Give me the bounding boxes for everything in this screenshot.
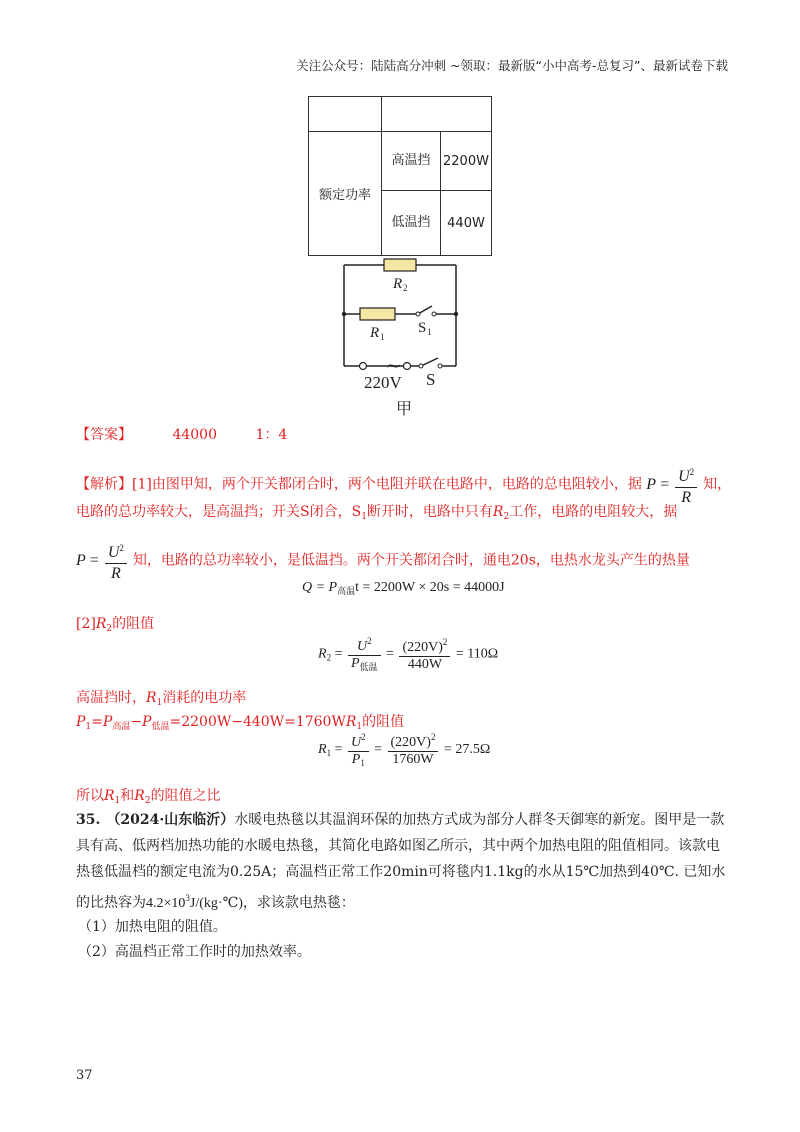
r2-result: = 110Ω [455, 646, 499, 662]
table-low-value: 440W [441, 191, 492, 256]
r1-num1: U [350, 735, 362, 750]
p1-a: P [76, 714, 86, 730]
table-blank-cell [309, 97, 382, 132]
formula-fraction [105, 538, 127, 584]
r1-result: = 27.5Ω [443, 742, 491, 758]
answer-label: 【答案】 [76, 427, 132, 443]
ratio-r1-sub: 1 [114, 796, 121, 806]
analysis-text-1-end: 知， [703, 476, 732, 493]
analysis-text-2b: 断开时，电路中只有 [366, 504, 493, 520]
table-high-value: 2200W [441, 132, 492, 191]
r2-formula: $R_2$ = $\frac{U^2}{P_{低温}}$ = $\frac{(220V)^2}{440W}$ = 110Ω [318, 636, 499, 672]
heat-formula-rhs: t = 2200W × 20s = 44000J [355, 580, 505, 595]
r1-lhs: R [318, 742, 327, 758]
analysis-r2-sub: 2 [503, 512, 510, 522]
power-formula-1: P = $\frac{U^2}{R}$ [646, 476, 703, 493]
circuit-diagram [330, 248, 470, 420]
table-row-label: 额定功率 [309, 132, 382, 256]
r2-num1-exp: 2 [367, 636, 372, 646]
r2-num1: U [356, 639, 368, 654]
label-s1-sub: 1 [427, 327, 432, 337]
question-line-1 [76, 810, 724, 830]
figure-caption: 甲 [396, 399, 413, 418]
label-s1: S [418, 320, 427, 336]
step2-text: 的阻值 [112, 616, 155, 632]
question-number: 35. [76, 812, 101, 828]
specific-heat-value: 4.2×10 [146, 896, 186, 911]
heat-formula-lhs: Q = P [302, 580, 338, 595]
heat-formula [302, 580, 505, 597]
high-r: R [146, 690, 157, 706]
answer-value-1: 44000 [172, 427, 217, 443]
formula-r: R [681, 489, 692, 506]
table-blank-cell [382, 97, 492, 132]
formula-exp: 2 [119, 543, 124, 553]
analysis-sub-s1: 1 [361, 512, 367, 522]
p1-c: −P [130, 714, 152, 730]
ratio-r2: R [134, 788, 145, 804]
r1-den1-sub: 1 [360, 758, 365, 768]
step2-marker: [2] [76, 616, 96, 632]
r2-fraction-2 [399, 637, 450, 673]
ratio-b: 和 [120, 788, 135, 804]
step2-r: R [95, 616, 107, 632]
label-r2-sub: 2 [403, 283, 408, 293]
label-voltage: 220V [364, 373, 402, 392]
ratio-c: 的阻值之比 [150, 788, 221, 804]
analysis-line-3 [76, 538, 690, 584]
analysis-text-2a: 电路的总功率较大，是高温挡；开关S闭合，S [76, 504, 362, 520]
label-r1-sub: 1 [380, 332, 385, 342]
table-high-label [382, 132, 441, 191]
analysis-line-2 [76, 502, 677, 527]
step2-line [76, 614, 154, 639]
ratio-a: 所以 [76, 788, 104, 804]
p1-sub2: 高温 [112, 722, 131, 732]
question-text-4b: ，求该款电热毯： [242, 895, 355, 911]
r1-den1: P [351, 752, 361, 767]
r2-num2-exp: 2 [442, 636, 448, 647]
r1-fraction-1 [348, 732, 369, 768]
r2-num2: (220V) [402, 639, 443, 655]
question-item-1: （1）加热电阻的阻值。 [78, 919, 227, 935]
specific-heat-unit: J/(kg·℃) [189, 896, 243, 911]
specific-heat-formula [146, 893, 243, 911]
answer-value-2: 1：4 [255, 427, 288, 443]
page-header: 关注公众号：陆陆高分冲刺 ~领取：最新版“小中高考-总复习”、最新试卷下载 [296, 58, 728, 73]
p1-r-sub: 1 [356, 722, 363, 732]
r1-lhs-sub: 1 [326, 748, 332, 759]
p1-d: =2200W−440W=1760W [169, 714, 346, 730]
r1-den2: 1760W [392, 752, 434, 767]
analysis-text-1: [1]由图甲知，两个开关都闭合时，两个电阻并联在电路中，电路的总电阻较小，据 [132, 476, 642, 493]
p1-sub: 1 [85, 722, 92, 732]
formula-p: P [76, 551, 86, 569]
step2-r-sub: 2 [106, 624, 113, 634]
label-switch-s: S [426, 370, 436, 389]
high-text-b: 消耗的电功率 [162, 690, 247, 706]
ratio-r1: R [104, 788, 115, 804]
p1-sub3: 低温 [151, 722, 170, 732]
r2-den1: P [350, 656, 360, 671]
r2-den2: 440W [407, 656, 443, 672]
high-text-a: 高温挡时， [76, 690, 146, 706]
question-line-2: 具有高、低两档加热功能的水暖电热毯，其简化电路如图乙所示，其中两个加热电阻的阻值相同。该款电 [76, 838, 720, 854]
power-formula-2: P = $\frac{U^2}{R}$ [76, 552, 133, 569]
high-label-text: 高温挡 [391, 153, 431, 168]
ratio-line [76, 786, 221, 811]
resistor-r2-symbol [384, 259, 416, 271]
formula-u: U [107, 544, 120, 561]
question-line-3: 热毯低温档的额定电流为0.25A；高温档正常工作20min可将毯内1.1kg的水从15℃加热到40℃. 已知水 [76, 864, 726, 880]
rated-power-table [308, 96, 492, 256]
high-power-line [76, 688, 246, 713]
ratio-r2-sub: 2 [144, 796, 151, 806]
question-item-2: （2）高温档正常工作时的加热效率。 [78, 944, 311, 960]
low-label-text: 低温挡 [391, 215, 431, 230]
formula-r: R [110, 565, 121, 582]
p1-e: 的阻值 [362, 714, 405, 730]
high-r-sub: 1 [156, 698, 163, 708]
r2-lhs-sub: 2 [326, 652, 332, 663]
ac-source-symbol: ~ [385, 353, 402, 377]
r1-num2-exp: 2 [430, 732, 436, 742]
formula-fraction [675, 462, 697, 508]
analysis-label: 【解析】 [76, 476, 132, 493]
answer-line [76, 425, 287, 445]
r1-fraction-2 [388, 732, 439, 768]
specific-heat-exp: 3 [185, 893, 190, 903]
analysis-text-3: 知，电路的总功率较小，是低温挡。两个开关都闭合时，通电20s，电热水龙头产生的热量 [132, 552, 690, 569]
formula-u: U [678, 468, 690, 485]
label-r1: R [370, 325, 380, 341]
question-text-1: 水暖电热毯以其温润环保的加热方式成为部分人群冬天御寒的新宠。图甲是一款 [234, 812, 725, 828]
p1-b: =P [91, 714, 113, 730]
formula-p: P [646, 475, 657, 493]
question-source: （2024·山东临沂） [106, 812, 235, 828]
label-r2: R [393, 276, 403, 292]
analysis-r2: R [492, 504, 504, 520]
r1-num1-exp: 2 [361, 732, 366, 742]
r2-fraction-1 [348, 636, 381, 673]
table-low-label [382, 191, 441, 256]
r2-lhs: R [318, 646, 327, 662]
formula-exp: 2 [689, 467, 695, 477]
question-line-4 [76, 888, 355, 914]
question-text-4a: 的比热容为 [76, 895, 146, 911]
resistor-r1-symbol [360, 308, 395, 320]
page-number: 37 [76, 1068, 93, 1083]
p1-r: R [345, 714, 357, 730]
r1-formula: $R_1$ = $\frac{U^2}{P_1}$ = $\frac{(220V)^2}{1760W}$ = 27.5Ω [318, 732, 491, 768]
r2-den1-sub: 低温 [359, 662, 378, 672]
analysis-text-2c: 工作，电路的电阻较大，据 [509, 504, 678, 520]
heat-formula-sub: 高温 [337, 586, 356, 596]
r1-num2: (220V) [390, 735, 431, 750]
